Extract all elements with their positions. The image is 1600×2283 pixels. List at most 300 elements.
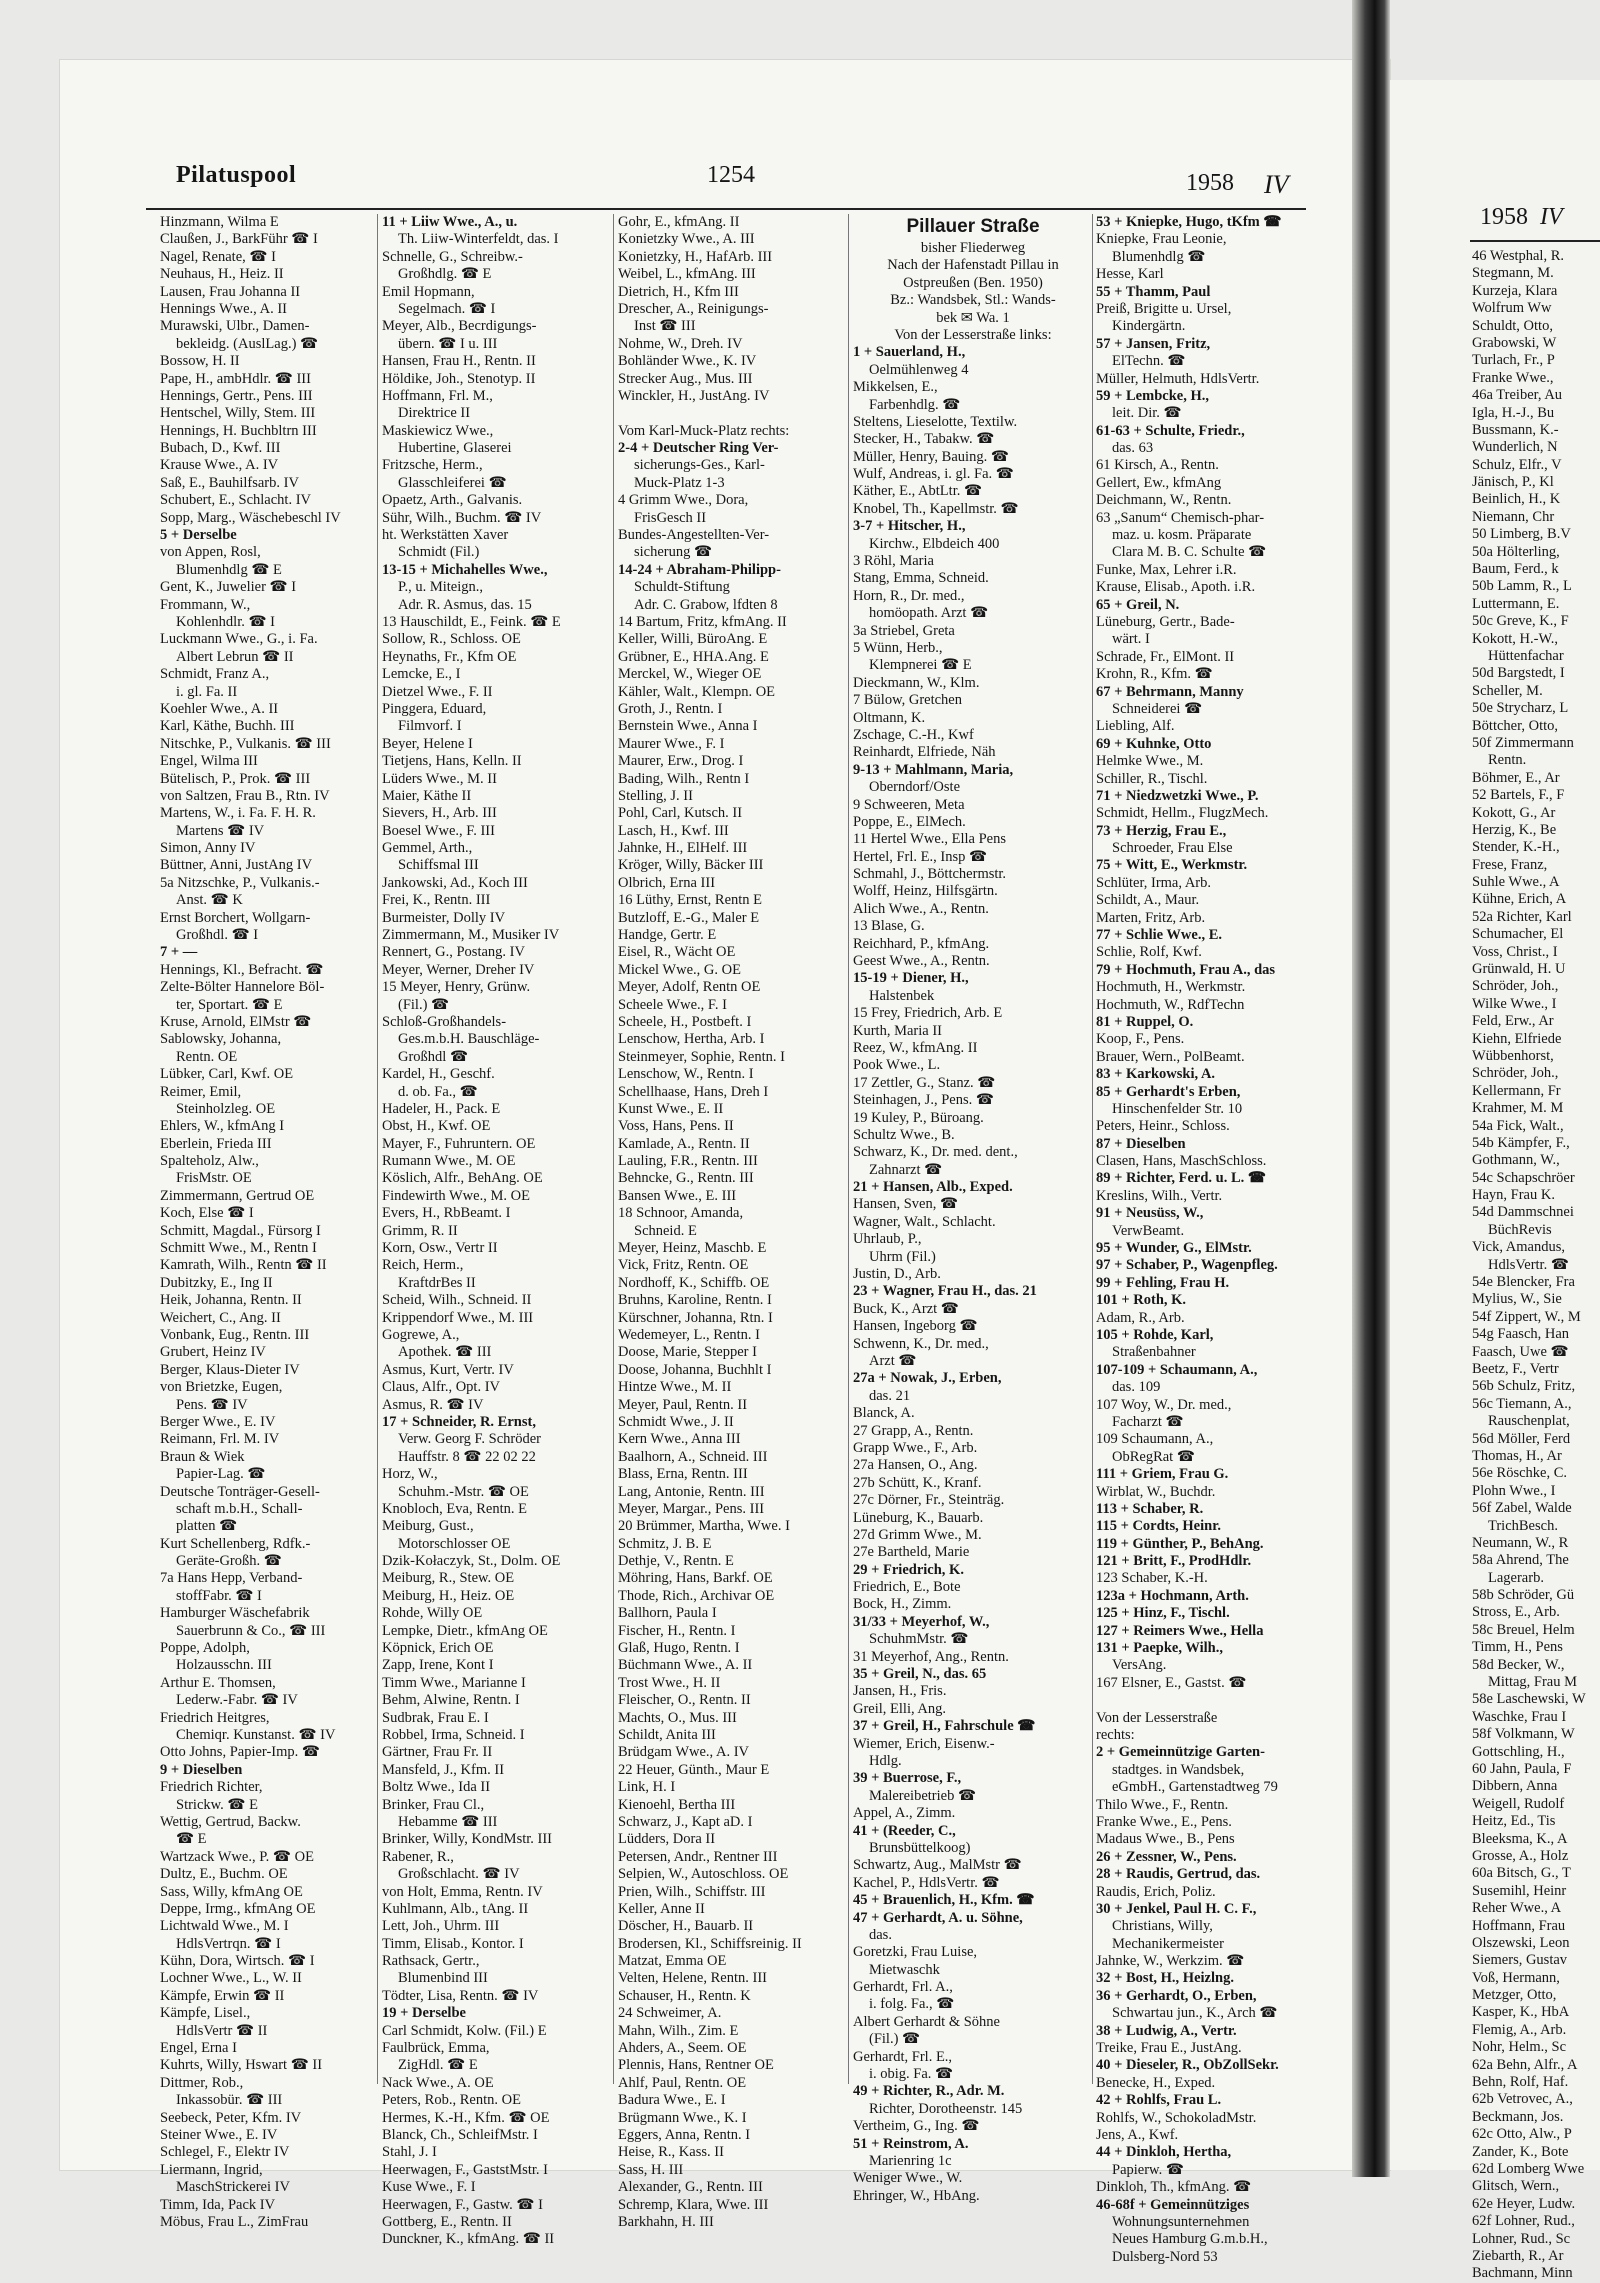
adjacent-page-entry: 54e Blencker, Fra — [1472, 1274, 1575, 1291]
directory-entry: Handge, Gertr. E — [618, 927, 717, 944]
directory-entry: Ahders, A., Seem. OE — [618, 2040, 747, 2057]
directory-entry: Eggers, Anna, Rentn. I — [618, 2126, 751, 2143]
directory-column-3 — [618, 214, 846, 2230]
directory-entry — [1096, 1692, 1308, 1709]
directory-entry: 97 + Schaber, P., Wagenpfleg. — [1096, 1257, 1278, 1274]
adjacent-page-entry: 50b Lamm, R., L — [1472, 578, 1572, 595]
directory-entry: Heynaths, Fr., Kfm OE — [382, 648, 517, 665]
directory-entry: Schwenn, K., Dr. med., — [853, 1335, 989, 1352]
directory-entry: Meyer, Paul, Rentn. II — [618, 1396, 748, 1413]
directory-entry: Höldike, Joh., Stenotyp. II — [382, 370, 536, 387]
directory-entry: Zelte-Bölter Hannelore Böl- — [160, 979, 325, 996]
directory-entry: MaschStrickerei IV — [176, 2179, 290, 2196]
directory-entry: 75 + Witt, E., Werkmstr. — [1096, 857, 1248, 874]
directory-entry: Timm Wwe., Marianne I — [382, 1674, 526, 1691]
directory-entry: Engel, Erna I — [160, 2040, 237, 2057]
directory-entry: rechts: — [1096, 1726, 1135, 1743]
directory-entry: Deichmann, W., Rentn. — [1096, 492, 1232, 509]
directory-entry: Schrade, Fr., ElMont. II — [1096, 648, 1235, 665]
directory-entry: 2 + Gemeinnützige Garten- — [1096, 1744, 1265, 1761]
adjacent-page-entry: Metzger, Otto, — [1472, 1987, 1557, 2004]
directory-entry: Groth, J., Rentn. I — [618, 700, 723, 717]
directory-entry: Schildt, Anita III — [618, 1726, 716, 1743]
adjacent-page-entry: Susemihl, Heinr — [1472, 1882, 1567, 1899]
directory-entry: Brügmann Wwe., K. I — [618, 2109, 747, 2126]
directory-entry: Meyer, Margar., Pens. III — [618, 1500, 765, 1517]
directory-entry: Friedrich, E., Bote — [853, 1579, 961, 1596]
directory-entry: das. 109 — [1112, 1379, 1161, 1396]
directory-entry: platten ☎ — [176, 1518, 238, 1535]
directory-entry: wärt. I — [1112, 631, 1150, 648]
directory-entry: 107 Woy, W., Dr. med., — [1096, 1396, 1232, 1413]
directory-entry: Helmke Wwe., M. — [1096, 753, 1204, 770]
directory-entry: Stelling, J. II — [618, 787, 693, 804]
directory-entry: Konietzky, H., HafArb. III — [618, 248, 773, 265]
directory-entry: Gellert, Ew., kfmAng — [1096, 474, 1222, 491]
adjacent-page-entry: Böttcher, Otto, — [1472, 717, 1559, 734]
directory-entry: Preiß, Brigitte u. Ursel, — [1096, 300, 1232, 317]
directory-entry: ObRegRat ☎ — [1112, 1448, 1195, 1465]
adjacent-page-entry: Wübbenhorst, — [1472, 1047, 1554, 1064]
adjacent-page-entry: 58a Ahrend, The — [1472, 1552, 1569, 1569]
directory-entry: Bading, Wilh., Rentn I — [618, 770, 750, 787]
adjacent-page-entry: 52a Richter, Karl — [1472, 908, 1572, 925]
adjacent-page-entry: Flemig, A., Arb. — [1472, 2021, 1567, 2038]
adjacent-page-entry: Grosse, A., Holz — [1472, 1847, 1569, 1864]
directory-entry: Clasen, Hans, MaschSchloss. — [1096, 1153, 1267, 1170]
directory-entry: Wirblat, W., Buchdr. — [1096, 1483, 1216, 1500]
directory-entry: Krause, Elisab., Apoth. i.R. — [1096, 579, 1256, 596]
directory-entry: Mayer, F., Fuhruntern. OE — [382, 1135, 536, 1152]
directory-entry: Ballhorn, Paula I — [618, 1605, 717, 1622]
directory-entry: Kindergärtn. — [1112, 318, 1186, 335]
directory-entry: Karl, Käthe, Buchh. III — [160, 718, 295, 735]
adjacent-page-entry: 62c Otto, Alw., P — [1472, 2126, 1572, 2143]
directory-entry: 42 + Rohlfs, Frau L. — [1096, 2092, 1222, 2109]
directory-entry: Blumenhdlg ☎ — [1112, 248, 1206, 265]
directory-entry: 44 + Dinkloh, Hertha, — [1096, 2144, 1232, 2161]
directory-entry: Rathsack, Gertr., — [382, 1953, 480, 1970]
directory-entry: Schmidt (Fil.) — [398, 544, 480, 561]
directory-entry: FrisMstr. OE — [176, 1170, 252, 1187]
directory-entry: Stahl, J. I — [382, 2144, 437, 2161]
directory-entry: Ehlers, W., kfmAng I — [160, 1118, 285, 1135]
directory-entry: Blanck, Ch., SchleifMstr. I — [382, 2126, 538, 2143]
directory-entry: 27a + Nowak, J., Erben, — [853, 1370, 1002, 1387]
directory-entry: 67 + Behrmann, Manny — [1096, 683, 1244, 700]
directory-entry: 85 + Gerhardt's Erben, — [1096, 1083, 1241, 1100]
adjacent-page-entry: Bachmann, Minn — [1472, 2265, 1573, 2282]
directory-entry: 61 Kirsch, A., Rentn. — [1096, 457, 1219, 474]
directory-entry: 5a Nitzschke, P., Vulkanis.- — [160, 874, 320, 891]
directory-entry: Kreslins, Wilh., Vertr. — [1096, 1187, 1223, 1204]
directory-entry: Jahnke, W., Werkzim. ☎ — [1096, 1953, 1245, 1970]
directory-entry: homöopath. Arzt ☎ — [869, 605, 989, 622]
directory-entry: Hennings, Gertr., Pens. III — [160, 387, 313, 404]
directory-entry: 15 Frey, Friedrich, Arb. E — [853, 1005, 1003, 1022]
directory-entry: Sablowsky, Johanna, — [160, 1031, 282, 1048]
directory-entry: Bernstein Wwe., Anna I — [618, 718, 758, 735]
directory-entry: 53 + Kniepke, Hugo, tKfm ☎ — [1096, 214, 1282, 230]
directory-entry: Papier-Lag. ☎ — [176, 1466, 266, 1483]
directory-entry: Saß, E., Bauhilfsarb. IV — [160, 474, 299, 491]
directory-entry: Drescher, A., Reinigungs- — [618, 300, 769, 317]
directory-entry: Alich Wwe., A., Rentn. — [853, 900, 989, 917]
directory-entry: Ernst Borchert, Wollgarn- — [160, 909, 311, 926]
directory-entry: Blumenbind III — [398, 1970, 488, 1987]
directory-entry: Hermes, K.-H., Kfm. ☎ OE — [382, 2109, 550, 2126]
directory-entry: stadtges. in Wandsbek, — [1112, 1761, 1245, 1778]
directory-entry: Hamburger Wäschefabrik — [160, 1605, 310, 1622]
directory-entry: Adr. C. Grabow, lfdten 8 — [634, 596, 778, 613]
adjacent-page-entry: Weigell, Rudolf — [1472, 1795, 1565, 1812]
adjacent-page-entry: 58c Breuel, Helm — [1472, 1621, 1575, 1638]
adjacent-page-entry: Kokott, G., Ar — [1472, 804, 1556, 821]
directory-entry: Schmidt Wwe., J. II — [618, 1413, 734, 1430]
directory-entry: Kämpfe, Lisel., — [160, 2005, 251, 2022]
directory-entry: Halstenbek — [869, 987, 935, 1004]
directory-entry: Otto Johns, Papier-Imp. ☎ — [160, 1744, 320, 1761]
directory-entry: Sühr, Wilh., Buchm. ☎ IV — [382, 509, 542, 526]
directory-entry: 123a + Hochmann, Arth. — [1096, 1587, 1249, 1604]
directory-entry: Lempke, Dietr., kfmAng OE — [382, 1622, 548, 1639]
directory-entry: 121 + Britt, F., ProdHdlr. — [1096, 1553, 1252, 1570]
directory-entry: Reich, Herm., — [382, 1257, 464, 1274]
adjacent-page-entry: Beckmann, Jos. — [1472, 2108, 1564, 2125]
directory-entry: Steltens, Lieselotte, Textilw. — [853, 413, 1018, 430]
directory-entry: Meiburg, R., Stew. OE — [382, 1570, 515, 1587]
directory-entry: Kamlade, A., Rentn. II — [618, 1135, 750, 1152]
directory-entry: Jahnke, H., ElHelf. III — [618, 840, 748, 857]
directory-entry: Heerwagen, F., GaststMstr. I — [382, 2161, 548, 2178]
directory-entry: Chemiqr. Kunstanst. ☎ IV — [176, 1726, 336, 1743]
directory-entry: Brauer, Wern., PolBeamt. — [1096, 1048, 1245, 1065]
directory-entry: 65 + Greil, N. — [1096, 596, 1180, 613]
directory-entry: Schwarz, J., Kapt aD. I — [618, 1813, 753, 1830]
adjacent-page-entry: 62e Heyer, Ludw. — [1472, 2195, 1576, 2212]
directory-entry: Timm, Elisab., Kontor. I — [382, 1935, 524, 1952]
directory-entry: Krause Wwe., A. IV — [160, 457, 279, 474]
directory-entry: Horn, R., Dr. med., — [853, 587, 965, 604]
directory-entry: Facharzt ☎ — [1112, 1413, 1184, 1430]
adjacent-page-entry: Heitz, Ed., Tis — [1472, 1813, 1556, 1830]
directory-entry: Geräte-Großh. ☎ — [176, 1553, 282, 1570]
directory-entry: Albert Lebrun ☎ II — [176, 648, 294, 665]
directory-entry: 5 + Derselbe — [160, 527, 237, 544]
directory-entry: 11 Hertel Wwe., Ella Pens — [853, 831, 1007, 848]
directory-entry: Schauser, H., Rentn. K — [618, 1987, 751, 2004]
directory-entry: Steinhagen, J., Pens. ☎ — [853, 1092, 994, 1109]
directory-entry: 13-15 + Michahelles Wwe., — [382, 561, 548, 578]
directory-entry: 9 + Dieselben — [160, 1761, 243, 1778]
directory-entry: Lüneburg, K., Bauarb. — [853, 1509, 984, 1526]
adjacent-page-entry: Ziebarth, R., Ar — [1472, 2247, 1564, 2264]
directory-entry: Hubertine, Glaserei — [398, 440, 512, 457]
directory-entry: Appel, A., Zimm. — [853, 1805, 956, 1822]
directory-entry: 30 + Jenkel, Paul H. C. F., — [1096, 1900, 1257, 1917]
adjacent-page-entry: Niemann, Chr — [1472, 508, 1555, 525]
directory-entry: ter, Sportart. ☎ E — [176, 996, 283, 1013]
adjacent-page-entry: Lagerarb. — [1488, 1569, 1544, 1586]
directory-entry: Reimann, Frl. M. IV — [160, 1431, 280, 1448]
directory-entry: 51 + Reinstrom, A. — [853, 2135, 969, 2152]
directory-entry: Schroeder, Frau Else — [1112, 840, 1233, 857]
directory-entry: Robbel, Irma, Schneid. I — [382, 1726, 525, 1743]
directory-entry: Hoffmann, Frl. M., — [382, 387, 493, 404]
directory-entry: Dinkloh, Th., kfmAng. ☎ — [1096, 2179, 1252, 2196]
directory-entry: Dittmer, Rob., — [160, 2074, 244, 2091]
directory-entry: 61-63 + Schulte, Friedr., — [1096, 422, 1245, 439]
directory-entry: 14-24 + Abraham-Philipp- — [618, 561, 781, 578]
directory-entry: Greil, Elli, Ang. — [853, 1700, 947, 1717]
directory-entry: Hinschenfelder Str. 10 — [1112, 1100, 1243, 1117]
directory-entry: Friedrich Heitgres, — [160, 1709, 270, 1726]
directory-entry: 1 + Sauerland, H., — [853, 344, 966, 361]
directory-entry: Zahnarzt ☎ — [869, 1161, 943, 1178]
adjacent-page-entry: 54c Schapschröer — [1472, 1169, 1575, 1186]
directory-entry: Scheele, H., Postbeft. I — [618, 1013, 752, 1030]
adjacent-page — [1390, 80, 1600, 2282]
directory-entry: Justin, D., Arb. — [853, 1266, 941, 1283]
directory-entry: Badura Wwe., E. I — [618, 2092, 726, 2109]
directory-entry: Hdlg. — [869, 1752, 902, 1769]
adjacent-page-entry: Kiehn, Elfriede — [1472, 1030, 1562, 1047]
directory-entry: Schloß-Großhandels- — [382, 1013, 507, 1030]
street-heading: Pillauer Straße — [906, 216, 1040, 237]
adjacent-page-entry: Hoffmann, Frau — [1472, 1917, 1566, 1934]
directory-entry: Boltz Wwe., Ida II — [382, 1779, 491, 1796]
directory-entry: Koop, F., Pens. — [1096, 1031, 1185, 1048]
directory-entry: ☎ E — [176, 1831, 207, 1848]
directory-entry: Poppe, E., ElMech. — [853, 813, 966, 830]
directory-entry: Matzat, Emma OE — [618, 1953, 727, 1970]
directory-entry: 36 + Gerhardt, O., Erben, — [1096, 1987, 1257, 2004]
directory-entry: Schneid. E — [634, 1222, 697, 1239]
directory-entry: Behncke, G., Rentn. III — [618, 1170, 754, 1187]
directory-column-5 — [1096, 214, 1308, 2265]
adjacent-page-entry: Igla, H.-J., Bu — [1472, 404, 1555, 421]
directory-entry: Koehler Wwe., A. II — [160, 700, 279, 717]
directory-entry: Vertheim, G., Ing. ☎ — [853, 2118, 980, 2135]
adjacent-page-entry: Kühne, Erich, A — [1472, 891, 1567, 908]
directory-entry: 3-7 + Hitscher, H., — [853, 518, 966, 535]
directory-entry: Grimm, R. II — [382, 1222, 458, 1239]
directory-entry: Murawski, Ulbr., Damen- — [160, 318, 310, 335]
directory-entry: Lang, Antonie, Rentn. III — [618, 1483, 765, 1500]
directory-entry: maz. u. kosm. Präparate — [1112, 527, 1252, 544]
directory-entry: Großschlacht. ☎ IV — [398, 1866, 520, 1883]
directory-entry: Schwartz, Aug., MalMstr ☎ — [853, 1857, 1022, 1874]
directory-entry: Butzloff, E.-G., Maler E — [618, 909, 760, 926]
directory-entry: Bz.: Wandsbek, Stl.: Wands- — [890, 292, 1056, 309]
directory-entry: Direktrice II — [398, 405, 471, 422]
directory-entry: Winckler, H., JustAng. IV — [618, 387, 770, 404]
directory-entry: 125 + Hinz, F., Tischl. — [1096, 1605, 1230, 1622]
directory-entry: P., u. Miteign., — [398, 579, 483, 596]
directory-entry: Braun & Wiek — [160, 1448, 245, 1465]
directory-entry: Mahn, Wilh., Zim. E — [618, 2022, 739, 2039]
adjacent-page-entry: 62b Vetrovec, A., — [1472, 2091, 1573, 2108]
directory-entry: Jens, A., Kwf. — [1096, 2126, 1179, 2143]
directory-entry: Knobel, Th., Kapellmstr. ☎ — [853, 500, 1019, 517]
directory-entry: 119 + Günther, P., BehAng. — [1096, 1535, 1264, 1552]
adjacent-page-entry: Wilke Wwe., I — [1472, 995, 1557, 1012]
directory-entry: Obst, H., Kwf. OE — [382, 1118, 491, 1135]
directory-entry: Nohme, W., Dreh. IV — [618, 335, 743, 352]
directory-entry: ht. Werkstätten Xaver — [382, 527, 509, 544]
directory-entry: bekleidg. (AuslLag.) ☎ — [176, 335, 319, 352]
directory-entry: Strecker Aug., Mus. III — [618, 370, 753, 387]
adjacent-page-entry: Schröder, Joh., — [1472, 978, 1559, 995]
directory-entry: Konietzky Wwe., A. III — [618, 231, 755, 248]
directory-entry: Evers, H., RbBeamt. I — [382, 1205, 511, 1222]
adjacent-page-entry: 62f Lohner, Rud., — [1472, 2213, 1575, 2230]
directory-entry: Timm, Ida, Pack IV — [160, 2196, 276, 2213]
directory-entry: Zschage, C.-H., Kwf — [853, 726, 974, 743]
directory-entry: Nagel, Renate, ☎ I — [160, 248, 276, 265]
directory-entry: Vick, Fritz, Rentn. OE — [618, 1257, 749, 1274]
directory-entry: 167 Elsner, E., Gastst. ☎ — [1096, 1674, 1247, 1691]
directory-entry: 7 + — — [160, 944, 198, 961]
directory-entry: Eisel, R., Wächt OE — [618, 944, 736, 961]
directory-entry: Schiller, R., Tischl. — [1096, 770, 1208, 787]
directory-entry: Farbenhdlg. ☎ — [869, 396, 961, 413]
directory-entry: Schmitt Wwe., M., Rentn I — [160, 1240, 317, 1257]
directory-entry: 40 + Dieseler, R., ObZollSekr. — [1096, 2057, 1279, 2074]
directory-entry: Velten, Helene, Rentn. III — [618, 1970, 767, 1987]
adjacent-page-entry: Glitsch, Wern., — [1472, 2178, 1560, 2195]
adjacent-page-entry: HdlsVertr. ☎ — [1488, 1256, 1569, 1273]
directory-entry: Geest Wwe., A., Rentn. — [853, 953, 990, 970]
directory-entry: Hintze Wwe., M. II — [618, 1379, 732, 1396]
directory-entry: Wagner, Walt., Schlacht. — [853, 1213, 996, 1230]
directory-entry: Meyer, Werner, Dreher IV — [382, 961, 535, 978]
adjacent-page-entry: 50c Greve, K., F — [1472, 613, 1569, 630]
directory-entry: Carl Schmidt, Kolw. (Fil.) E — [382, 2022, 547, 2039]
directory-entry: Keller, Willi, BüroAng. E — [618, 631, 768, 648]
directory-entry: d. ob. Fa., ☎ — [398, 1083, 478, 1100]
directory-entry: Albert Gerhardt & Söhne — [853, 2013, 1000, 2030]
adjacent-page-entry: 62a Behn, Alfr., A — [1472, 2056, 1578, 2073]
directory-entry: Bundes-Angestellten-Ver- — [618, 527, 770, 544]
directory-entry: 20 Brümmer, Martha, Wwe. I — [618, 1518, 790, 1535]
adjacent-page-entry: Feld, Erw., Ar — [1472, 1013, 1554, 1030]
directory-entry: Gerhardt, Frl. A., — [853, 1979, 953, 1996]
directory-entry: Hansen, Frau H., Rentn. II — [382, 353, 536, 370]
directory-entry: Liebling, Alf. — [1096, 718, 1175, 735]
adjacent-page-entry: BüchRevis — [1488, 1221, 1552, 1238]
directory-entry: Findewirth Wwe., M. OE — [382, 1187, 530, 1204]
directory-entry: 131 + Paepke, Wilh., — [1096, 1640, 1223, 1657]
directory-entry: Kürschner, Johanna, Rtn. I — [618, 1309, 773, 1326]
adjacent-page-entry: Lohner, Rud., Sc — [1472, 2230, 1571, 2247]
directory-entry: Emil Hopmann, — [382, 283, 475, 300]
directory-entry: Boesel Wwe., F. III — [382, 822, 495, 839]
directory-entry: 73 + Herzig, Frau E., — [1096, 822, 1227, 839]
directory-entry: 17 Zettler, G., Stanz. ☎ — [853, 1074, 996, 1091]
directory-entry: Lüneburg, Gertr., Bade- — [1096, 613, 1235, 630]
column-divider — [377, 214, 378, 2084]
directory-entry: Köpnick, Erich OE — [382, 1640, 494, 1657]
directory-entry: Luckmann Wwe., G., i. Fa. — [160, 631, 318, 648]
adjacent-page-entry: Reher Wwe., A — [1472, 1900, 1562, 1917]
directory-entry: Frei, K., Rentn. III — [382, 892, 491, 909]
directory-entry: Heerwagen, F., Gastw. ☎ I — [382, 2196, 543, 2213]
adjacent-page-entry: 56b Schulz, Fritz, — [1472, 1378, 1576, 1395]
directory-entry: 23 + Wagner, Frau H., das. 21 — [853, 1283, 1037, 1300]
directory-entry: 13 Hauschildt, E., Feink. ☎ E — [382, 613, 561, 630]
directory-entry: 91 + Neusüss, W., — [1096, 1205, 1204, 1222]
directory-entry: Kuhlmann, Alb., tAng. II — [382, 1900, 529, 1917]
directory-entry: Clara M. B. C. Schulte ☎ — [1112, 544, 1267, 561]
directory-entry: Treike, Frau E., JustAng. — [1096, 2040, 1242, 2057]
directory-entry: von Saltzen, Frau B., Rtn. IV — [160, 787, 330, 804]
directory-entry: Inst ☎ III — [634, 318, 696, 335]
adjacent-page-entry: 52 Bartels, F., F — [1472, 787, 1565, 804]
adjacent-page-entry: Scheller, M. — [1472, 682, 1543, 699]
directory-entry: Von der Lesserstraße — [1096, 1709, 1218, 1726]
directory-entry: 113 + Schaber, R. — [1096, 1500, 1204, 1517]
adjacent-page-entry: Vick, Amandus, — [1472, 1239, 1565, 1256]
directory-entry: Brinker, Frau Cl., — [382, 1796, 485, 1813]
directory-entry: Wartzack Wwe., P. ☎ OE — [160, 1848, 314, 1865]
directory-entry: Deutsche Tonträger-Gesell- — [160, 1483, 320, 1500]
directory-entry: Schmidt, Franz A., — [160, 666, 270, 683]
directory-entry: Sass, H. III — [618, 2161, 684, 2178]
directory-entry: Brodersen, Kl., Schiffsreinig. II — [618, 1935, 802, 1952]
directory-entry: Hansen, Sven, ☎ — [853, 1196, 959, 1213]
directory-entry: 71 + Niedzwetzki Wwe., P. — [1096, 787, 1259, 804]
directory-entry: 31/33 + Meyerhof, W., — [853, 1613, 990, 1630]
directory-entry: Steinholzleg. OE — [176, 1100, 276, 1117]
directory-entry: 17 + Schneider, R. Ernst, — [382, 1413, 536, 1430]
directory-entry: Fleischer, O., Rentn. II — [618, 1692, 751, 1709]
directory-entry: 19 Kuley, P., Büroang. — [853, 1109, 984, 1126]
directory-entry: Schneiderei ☎ — [1112, 700, 1203, 717]
directory-entry: Kniepke, Frau Leonie, — [1096, 231, 1227, 248]
directory-entry: Wolff, Heinz, Hilfsgärtn. — [853, 883, 998, 900]
directory-entry: Asmus, R. ☎ IV — [382, 1396, 484, 1413]
directory-entry: Frommann, W., — [160, 596, 251, 613]
directory-entry: Heik, Johanna, Rentn. II — [160, 1292, 302, 1309]
directory-entry: i. obig. Fa. ☎ — [869, 2066, 954, 2083]
directory-entry: Buck, K., Arzt ☎ — [853, 1300, 959, 1317]
adjacent-page-entry: 62d Lomberg Wwe — [1472, 2160, 1585, 2177]
adjacent-page-entry: Stegmann, M. — [1472, 265, 1554, 282]
directory-entry: Papierw. ☎ — [1112, 2161, 1184, 2178]
directory-entry: 21 + Hansen, Alb., Exped. — [853, 1179, 1013, 1196]
directory-entry: Link, H. I — [618, 1779, 676, 1796]
directory-entry: Nitschke, P., Vulkanis. ☎ III — [160, 735, 331, 752]
book-gutter — [1352, 0, 1390, 2177]
directory-entry: Oltmann, K. — [853, 709, 926, 726]
directory-entry: Meyer, Heinz, Maschb. E — [618, 1240, 767, 1257]
directory-entry: Büttner, Anni, JustAng IV — [160, 857, 313, 874]
directory-entry: Schlüter, Irma, Arb. — [1096, 874, 1211, 891]
directory-entry: 57 + Jansen, Fritz, — [1096, 335, 1211, 352]
adjacent-page-entry: Rentn. — [1488, 752, 1527, 769]
adjacent-page-entry: Voß, Hermann, — [1472, 1969, 1560, 1986]
directory-entry: übern. ☎ I u. III — [398, 335, 498, 352]
directory-entry: (Fil.) ☎ — [398, 996, 450, 1013]
directory-entry: 18 Schnoor, Amanda, — [618, 1205, 744, 1222]
directory-entry: Malereibetrieb ☎ — [869, 1787, 977, 1804]
adjacent-page-entry: Siemers, Gustav — [1472, 1952, 1568, 1969]
directory-entry: 7 Bülow, Gretchen — [853, 692, 962, 709]
directory-entry: Schlegel, F., Elektr IV — [160, 2144, 290, 2161]
directory-entry: 4 Grimm Wwe., Dora, — [618, 492, 749, 509]
directory-entry: 46-68f + Gemeinnütziges — [1096, 2196, 1250, 2213]
